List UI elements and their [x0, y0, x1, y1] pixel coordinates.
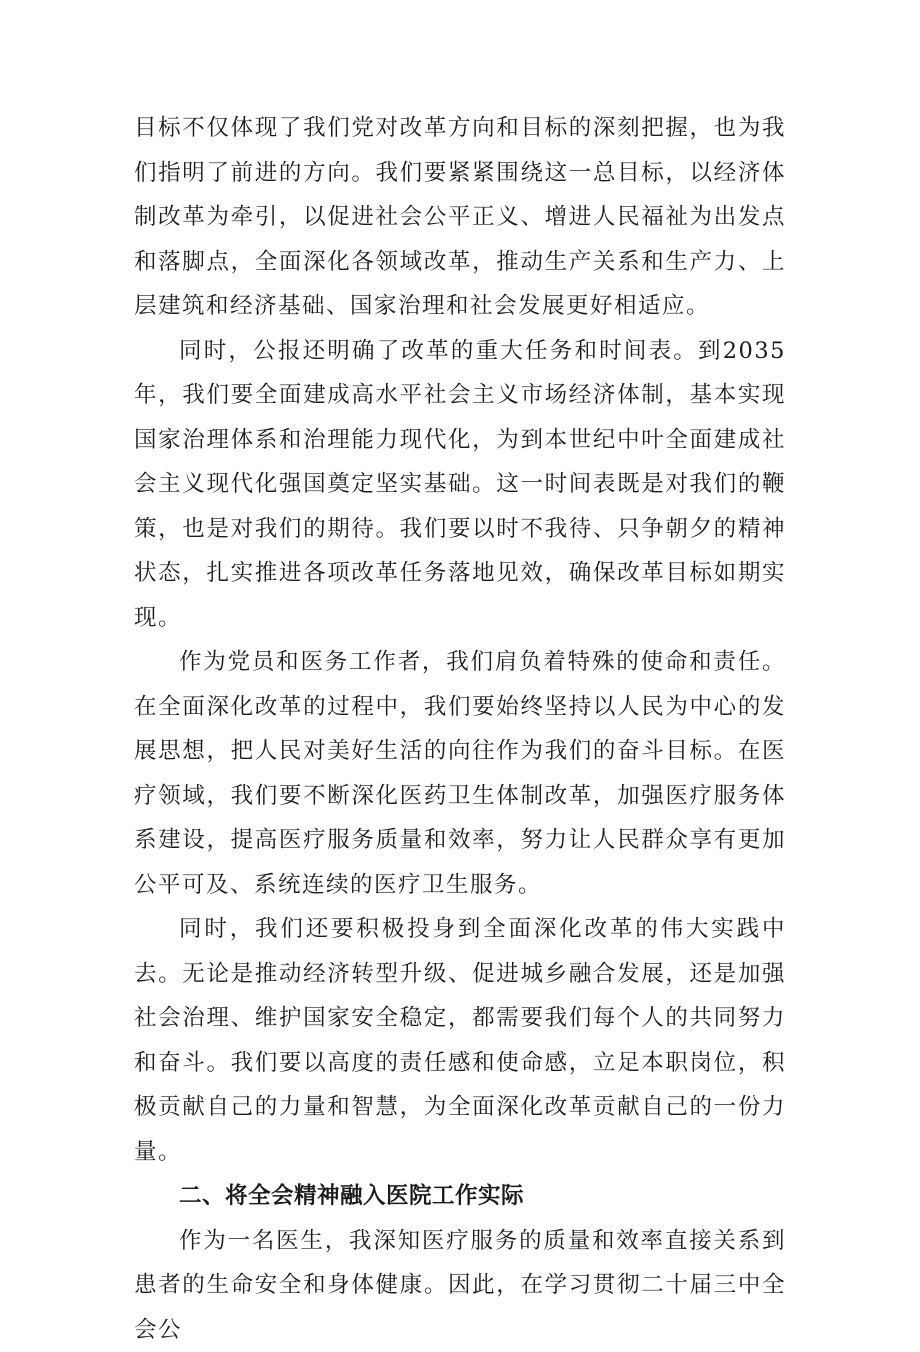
paragraph-medical-mission: 作为党员和医务工作者，我们肩负着特殊的使命和责任。在全面深化改革的过程中，我们要始终坚持以人民为中心的发展思想，把人民对美好生活的向往作为我们的奋斗目标。在医疗领域，我们要不断深化医药卫生体制改革，加强医疗服务体系建设，提高医疗服务质量和效率，努力让人民群众享有更加公平可及、系统连续的医疗卫生服务。 — [134, 640, 786, 907]
section-heading: 二、将全会精神融入医院工作实际 — [134, 1174, 786, 1219]
paragraph-doctor: 作为一名医生，我深知医疗服务的质量和效率直接关系到患者的生命安全和身体健康。因此，在学习贯彻二十届三中全会公 — [134, 1219, 786, 1352]
paragraph-continuation: 目标不仅体现了我们党对改革方向和目标的深刻把握，也为我们指明了前进的方向。我们要紧紧围绕这一总目标，以经济体制改革为牵引，以促进社会公平正义、增进人民福祉为出发点和落脚点，全面深化各领域改革，推动生产关系和生产力、上层建筑和经济基础、国家治理和社会发展更好相适应。 — [134, 106, 786, 329]
paragraph-reform-timeline: 同时，公报还明确了改革的重大任务和时间表。到2035年，我们要全面建成高水平社会主义市场经济体制，基本实现国家治理体系和治理能力现代化，为到本世纪中叶全面建成社会主义现代化强国奠定坚实基础。这一时间表既是对我们的鞭策，也是对我们的期待。我们要以时不我待、只争朝夕的精神状态，扎实推进各项改革任务落地见效，确保改革目标如期实现。 — [134, 329, 786, 641]
paragraph-practice: 同时，我们还要积极投身到全面深化改革的伟大实践中去。无论是推动经济转型升级、促进城乡融合发展，还是加强社会治理、维护国家安全稳定，都需要我们每个人的共同努力和奋斗。我们要以高度的责任感和使命感，立足本职岗位，积极贡献自己的力量和智慧，为全面深化改革贡献自己的一份力量。 — [134, 907, 786, 1174]
document-body — [134, 106, 786, 1352]
